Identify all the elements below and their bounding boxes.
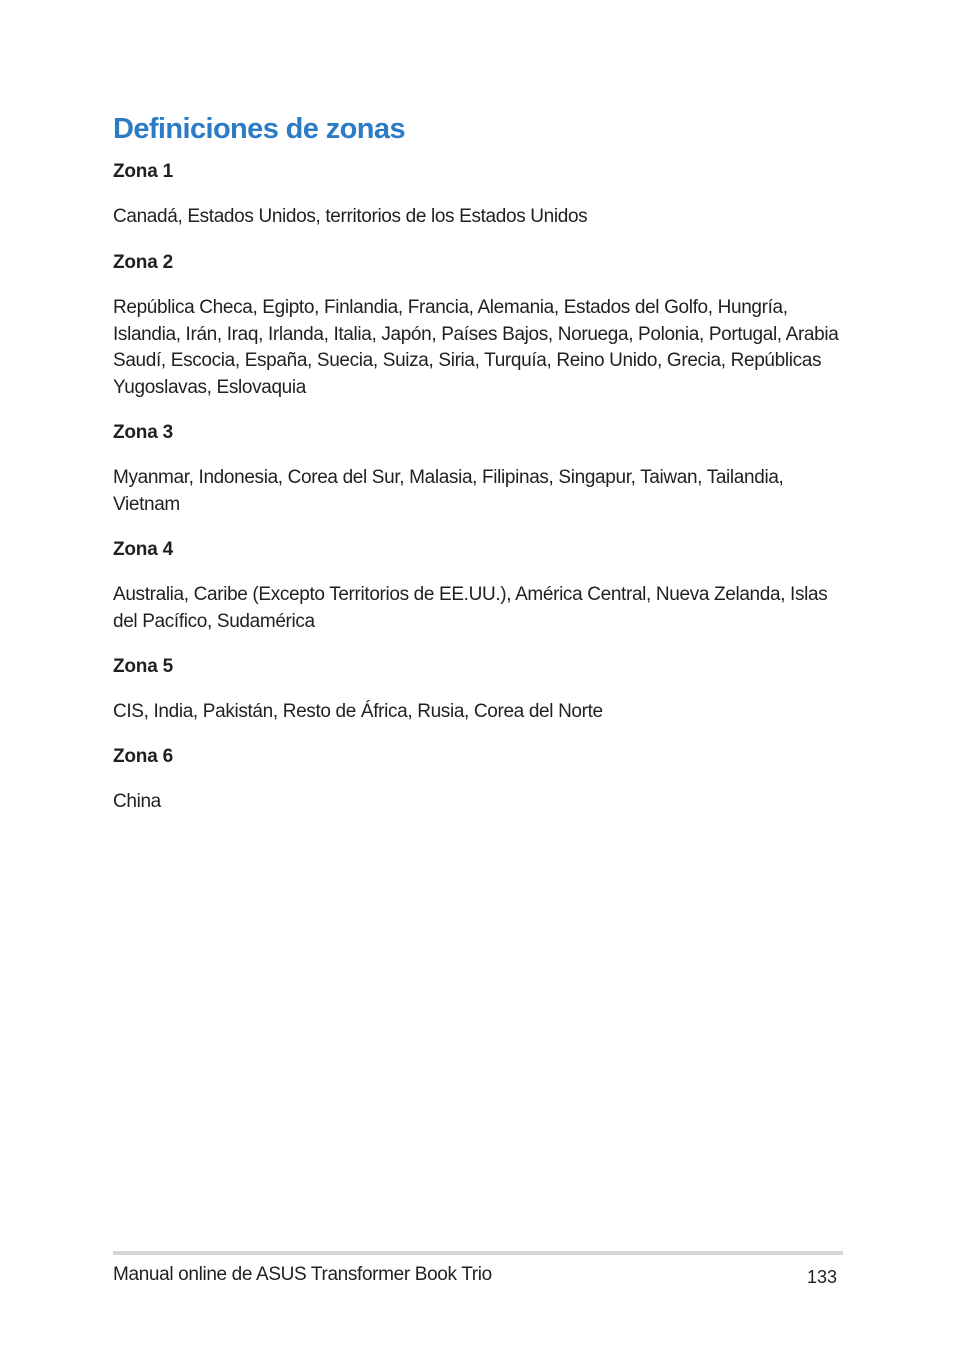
zone-3-heading: Zona 3 [113, 422, 174, 443]
zone-4-countries: Australia, Caribe (Excepto Territorios de EE.UU.), América Central, Nueva Zelanda, Islas del Pacífico, Sudamérica [113, 584, 828, 632]
zone-1-heading: Zona 1 [113, 161, 174, 182]
zone-3-countries: Myanmar, Indonesia, Corea del Sur, Malasia, Filipinas, Singapur, Taiwan, Tailandia, Vietnam [113, 467, 784, 515]
footer-divider [113, 1251, 843, 1255]
page-number: 133 [806, 1267, 837, 1287]
zone-6-countries: China [113, 791, 161, 812]
zone-2-heading: Zona 2 [113, 252, 174, 273]
footer-manual-title: Manual online de ASUS Transformer Book Trio [113, 1264, 492, 1285]
page-title: Definiciones de zonas [113, 113, 405, 145]
zone-5-heading: Zona 5 [113, 656, 174, 677]
zone-2-countries: República Checa, Egipto, Finlandia, Francia, Alemania, Estados del Golfo, Hungría, Islandia, Irán, Iraq, Irlanda, Italia, Japón, Países Bajos, Noruega, Polonia, Portugal, Arabia Saudí, Escocia, España, Suecia, Suiza, Siria, Turquía, Reino Unido, Grecia, Repúblicas Yugoslavas, Eslovaquia [113, 297, 839, 399]
zone-4-heading: Zona 4 [113, 539, 174, 560]
zone-6-heading: Zona 6 [113, 746, 174, 767]
zone-5-countries: CIS, India, Pakistán, Resto de África, Rusia, Corea del Norte [113, 701, 603, 722]
zone-1-countries: Canadá, Estados Unidos, territorios de los Estados Unidos [113, 206, 588, 227]
